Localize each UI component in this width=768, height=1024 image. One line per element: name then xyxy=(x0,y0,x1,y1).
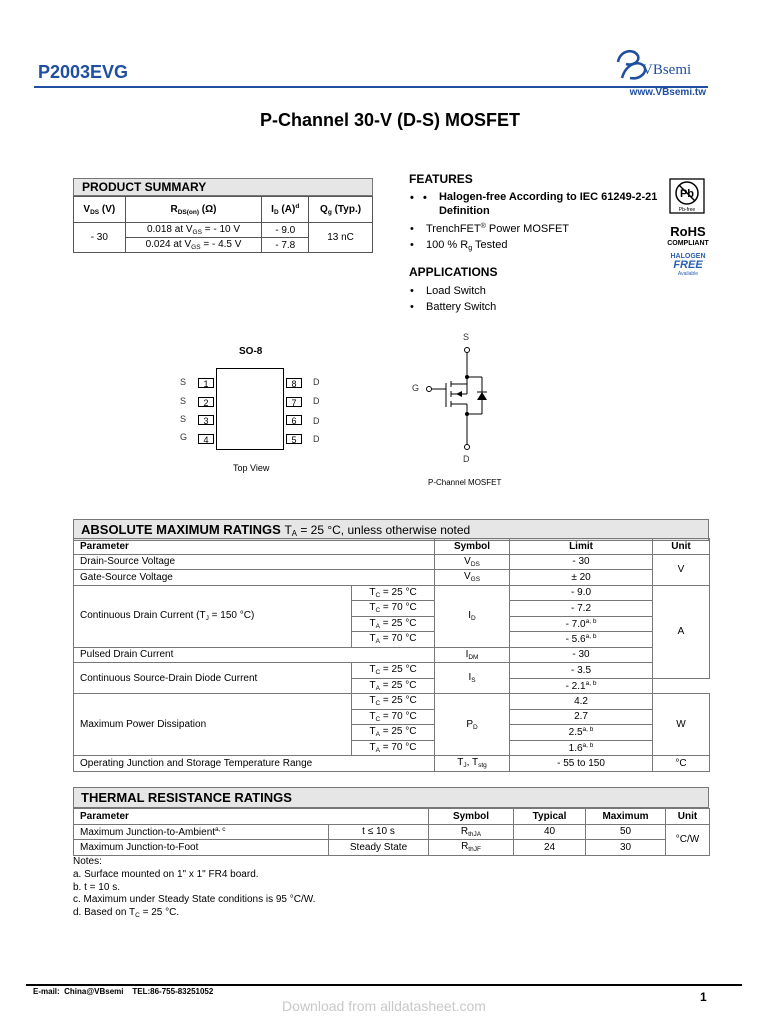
pd-limit-3: 2.5$^{a, b}$ xyxy=(510,725,653,741)
feature-rg-tested: • 100 % $R_g$ Tested xyxy=(410,237,660,256)
vgs-limit: ± 20 xyxy=(510,570,653,586)
applications-list xyxy=(410,283,486,299)
thermal-row2-cond: Steady State xyxy=(329,840,429,856)
applications-list-2 xyxy=(410,299,496,315)
cond-pd-ta70: $T_A = 70$ °C xyxy=(352,740,435,756)
pin-3: 3 xyxy=(198,415,214,425)
pin-label-s2: S xyxy=(180,396,187,406)
id-symbol: $I_D$ xyxy=(435,585,510,647)
pin-5: 5 xyxy=(286,434,302,444)
pin-4: 4 xyxy=(198,434,214,444)
vds-value: - 30 xyxy=(74,223,126,253)
mosfet-caption: P-Channel MOSFET xyxy=(428,478,502,487)
thermal-row2-param: Maximum Junction-to-Foot xyxy=(74,840,329,856)
pin-1: 1 xyxy=(198,378,214,388)
col-qg: $Q_g$ (Typ.) xyxy=(309,197,373,223)
table-row xyxy=(74,663,710,679)
table-row xyxy=(74,554,710,570)
thermal-col-maximum: Maximum xyxy=(586,809,666,825)
id-limit-3: - 7.0$^{a, b}$ xyxy=(510,616,653,632)
table-row xyxy=(74,824,710,840)
cond-is-ta25: $T_A = 25$ °C xyxy=(352,678,435,694)
features-list xyxy=(410,190,660,256)
thermal-row2-symbol: $R_{thJF}$ xyxy=(429,840,514,856)
table-row xyxy=(74,585,710,601)
tj-symbol: $T_J$, $T_{stg}$ xyxy=(435,756,510,772)
header-rule xyxy=(34,86,708,88)
notes xyxy=(73,856,315,923)
pin-8: 8 xyxy=(286,378,302,388)
cond-is-tc25: $T_C = 25$ °C xyxy=(352,663,435,679)
id-10v: - 9.0 xyxy=(262,223,309,238)
table-row xyxy=(74,694,710,710)
thermal-section xyxy=(73,787,709,856)
so8-label: SO-8 xyxy=(239,346,263,357)
pb-free-badge xyxy=(669,178,705,214)
thermal-col-parameter: Parameter xyxy=(74,809,429,825)
col-vds: $V_{DS}$ (V) xyxy=(74,197,126,223)
download-watermark[interactable]: Download from alldatasheet.com xyxy=(282,998,486,1014)
pin-6: 6 xyxy=(286,415,302,425)
amr-col-parameter-2: Parameter xyxy=(74,539,435,555)
app-battery-switch: • Battery Switch xyxy=(410,299,496,315)
cond-pd-tc25: $T_C = 25$ °C xyxy=(352,694,435,710)
pin-2: 2 xyxy=(198,397,214,407)
page-number: 1 xyxy=(700,990,707,1004)
qg-value: 13 nC xyxy=(309,223,373,253)
logo-text: VBsemi xyxy=(642,62,692,78)
cond-ta25: $T_A = 25$ °C xyxy=(352,616,435,632)
idm-param: Pulsed Drain Current xyxy=(74,647,435,663)
is-limit-2: - 2.1$^{a, b}$ xyxy=(510,678,653,694)
website-link[interactable]: www.VBsemi.tw xyxy=(629,87,706,98)
table-row xyxy=(74,570,710,586)
pb-free-label: Pb-free xyxy=(678,207,696,213)
id-param: Continuous Drain Current ($T_J = 150$ °C) xyxy=(74,585,352,647)
col-id: $I_D$ $(A)^d$ xyxy=(262,197,309,223)
cond-ta70: $T_A = 70$ °C xyxy=(352,632,435,648)
vds-symbol: $V_{DS}$ xyxy=(435,554,510,570)
pin-label-d7: D xyxy=(313,396,320,406)
idm-symbol: $I_{DM}$ xyxy=(435,647,510,663)
feature-halogen: • • Halogen-free According to IEC 61249-2-21 Definition xyxy=(410,190,660,218)
cond-tc70: $T_C = 70$ °C xyxy=(352,601,435,617)
thermal-table xyxy=(73,808,710,856)
thermal-row1-param: Maximum Junction-to-Ambient$^{a, c}$ xyxy=(74,824,329,840)
thermal-heading: THERMAL RESISTANCE RATINGS xyxy=(73,787,709,808)
so8-body xyxy=(216,368,284,450)
thermal-col-typical: Typical xyxy=(514,809,586,825)
page-title: P-Channel 30-V (D-S) MOSFET xyxy=(259,110,520,130)
feature-trenchfet: • TrenchFET® Power MOSFET xyxy=(410,218,660,237)
tj-limit: - 55 to 150 xyxy=(510,756,653,772)
cond-pd-ta25: $T_A = 25$ °C xyxy=(352,725,435,741)
symbol-s-label: S xyxy=(463,332,470,342)
is-limit-1: - 3.5 xyxy=(510,663,653,679)
pin-label-d5: D xyxy=(313,434,320,444)
pin-label-g: G xyxy=(180,432,188,442)
vbsemi-logo xyxy=(612,44,712,86)
table-row xyxy=(74,840,710,856)
idm-limit: - 30 xyxy=(510,647,653,663)
pd-limit-2: 2.7 xyxy=(510,709,653,725)
thermal-col-symbol: Symbol xyxy=(429,809,514,825)
w-unit: W xyxy=(653,694,710,756)
vds-limit: - 30 xyxy=(510,554,653,570)
v-unit: V xyxy=(653,554,710,585)
free-label: FREE xyxy=(673,259,703,271)
id-limit-1: - 9.0 xyxy=(510,585,653,601)
applications-heading: APPLICATIONS xyxy=(409,265,498,279)
svg-text:Pb: Pb xyxy=(679,188,695,200)
amr-heading: ABSOLUTE MAXIMUM RATINGS $T_A = 25$ °C, unless otherwise noted xyxy=(73,519,709,541)
thermal-row1-symbol: $R_{thJA}$ xyxy=(429,824,514,840)
rds-45v: 0.024 at $V_{GS}$ = - 4.5 V xyxy=(125,238,262,253)
part-number: P2003EVG xyxy=(38,62,129,82)
pd-param: Maximum Power Dissipation xyxy=(74,694,352,756)
note-c: c. Maximum under Steady State conditions is 95 °C/W. xyxy=(73,894,316,906)
note-a: a. Surface mounted on 1" x 1" FR4 board. xyxy=(73,868,259,880)
symbol-g-label: G xyxy=(412,383,420,393)
pd-limit-1: 4.2 xyxy=(510,694,653,710)
amr-col-unit: Unit xyxy=(653,539,710,555)
rds-10v: 0.018 at $V_{GS}$ = - 10 V xyxy=(125,223,262,238)
pin-label-d6: D xyxy=(313,416,320,426)
id-limit-2: - 7.2 xyxy=(510,601,653,617)
halogen-free-badge xyxy=(662,253,714,277)
footer-rule xyxy=(26,984,742,986)
p-channel-mosfet-icon xyxy=(406,330,516,455)
available-label: Available xyxy=(677,271,699,277)
mosfet-symbol xyxy=(406,330,516,470)
thermal-unit: °C/W xyxy=(666,824,710,855)
cond-pd-tc70: $T_C = 70$ °C xyxy=(352,709,435,725)
symbol-d-label: D xyxy=(463,454,470,464)
id-limit-4: - 5.6$^{a, b}$ xyxy=(510,632,653,648)
tj-param: Operating Junction and Storage Temperature Range xyxy=(74,756,435,772)
pin-7: 7 xyxy=(286,397,302,407)
table-row xyxy=(74,756,710,772)
pd-limit-4: 1.6$^{a, b}$ xyxy=(510,740,653,756)
col-rds: $R_{DS(on)}$ (Ω) xyxy=(125,197,262,223)
amr-col-limit-2: Limit xyxy=(510,539,653,555)
id-45v: - 7.8 xyxy=(262,238,309,253)
thermal-row1-max: 50 xyxy=(586,824,666,840)
so8-package xyxy=(176,366,326,466)
features-heading: FEATURES xyxy=(409,172,473,186)
amr-col-symbol-2: Symbol xyxy=(435,539,510,555)
pin-label-s3: S xyxy=(180,414,187,424)
table-row xyxy=(74,647,710,663)
amr-grid xyxy=(73,538,709,772)
note-b: b. t = 10 s. xyxy=(73,881,120,893)
pd-symbol: $P_D$ xyxy=(435,694,510,756)
vds-param: Drain-Source Voltage xyxy=(74,554,435,570)
vgs-symbol: $V_{GS}$ xyxy=(435,570,510,586)
amr-body xyxy=(73,538,710,772)
thermal-row2-max: 30 xyxy=(586,840,666,856)
thermal-row2-typ: 24 xyxy=(514,840,586,856)
pin-label-s1: S xyxy=(180,377,187,387)
is-symbol: $I_S$ xyxy=(435,663,510,694)
product-summary xyxy=(73,178,373,253)
cond-tc25: $T_C = 25$ °C xyxy=(352,585,435,601)
pin-label-d8: D xyxy=(313,377,320,387)
vgs-param: Gate-Source Voltage xyxy=(74,570,435,586)
a-unit: A xyxy=(653,585,710,678)
halogen-label: HALOGEN xyxy=(670,253,706,260)
thermal-row1-cond: t ≤ 10 s xyxy=(329,824,429,840)
table-row xyxy=(74,809,710,825)
top-view-caption: Top View xyxy=(233,463,270,473)
rohs-compliant: COMPLIANT xyxy=(667,240,709,247)
notes-heading: Notes: xyxy=(73,856,102,867)
footer-contact: E-mail: China@VBsemi TEL:86-755-83251052 xyxy=(33,987,214,996)
app-load-switch: • Load Switch xyxy=(410,283,486,299)
table-row xyxy=(74,539,710,555)
thermal-col-unit: Unit xyxy=(666,809,710,825)
rohs-badge: RoHS xyxy=(670,224,706,239)
is-param: Continuous Source-Drain Diode Current xyxy=(74,663,352,694)
product-summary-table xyxy=(73,196,373,253)
thermal-row1-typ: 40 xyxy=(514,824,586,840)
product-summary-heading: PRODUCT SUMMARY xyxy=(73,178,373,196)
c-unit: °C xyxy=(653,756,710,772)
note-d: d. Based on $T_C = 25$ °C. xyxy=(73,907,180,920)
